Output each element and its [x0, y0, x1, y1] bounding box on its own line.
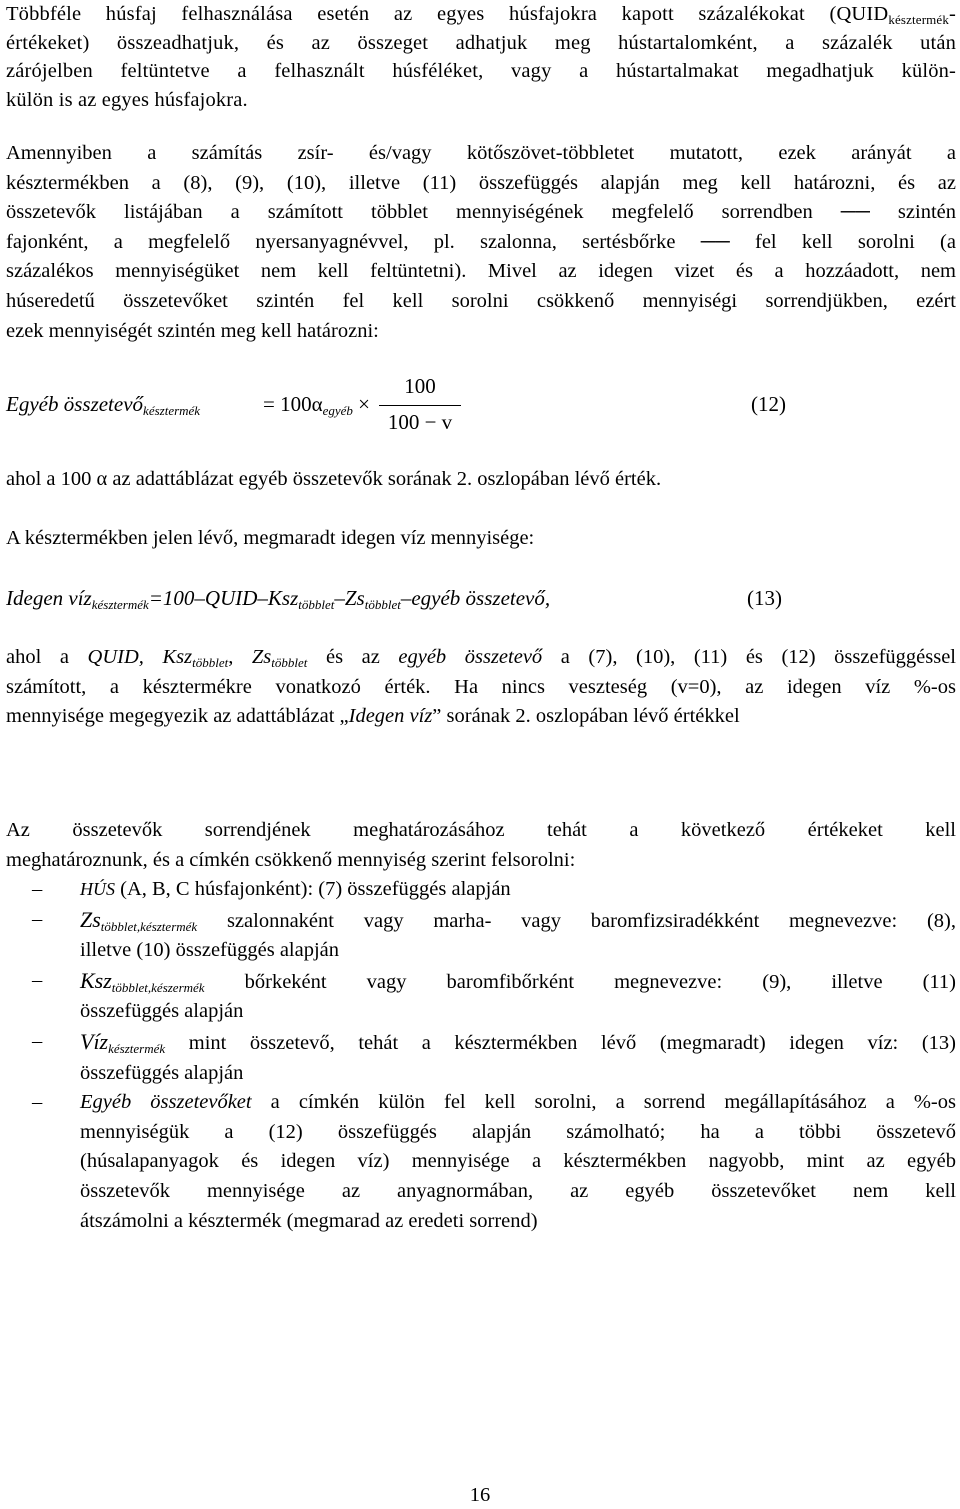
formula13-c: –Zs	[334, 586, 365, 610]
para3-l1-a: ahol a	[6, 646, 88, 668]
para1-line3: zárójelben feltüntetve a felhasznált húsféléket, vagy a hústartalmakat megadhatjuk külön-	[6, 60, 956, 82]
quid-paragraph	[6, 643, 956, 732]
list-item5-line2: mennyiségük a (12) összefüggés alapján számolható; ha a többi összetevő	[80, 1120, 956, 1143]
para3-l3-b: ” sorának 2. oszlopában lévő értékkel	[432, 705, 740, 728]
para4-line1: Az összetevők sorrendjének meghatározásához tehát a következő értékeket kell	[6, 819, 956, 841]
formula12-eq: = 100α	[263, 392, 323, 416]
formula13-a: Idegen víz	[6, 586, 92, 610]
para1-line1-sub: késztermék	[888, 12, 950, 27]
formula13-b: =100–QUID–Ksz	[148, 586, 299, 610]
para3-l1-b: ,	[228, 646, 252, 668]
list-item5-term: Egyéb összetevőket	[80, 1091, 252, 1114]
list-item2-line1: szalonnaként vagy marha- vagy baromfizsiradékként megnevezve: (8),	[197, 909, 956, 932]
para4-line2: meghatároznunk, és a címkén csökkenő mennyiség szerint felsorolni:	[6, 848, 576, 871]
order-list	[6, 875, 956, 1236]
para2-line6: húseredetű összetevőket szintén fel kell sorolni csökkenő mennyiségi sorrendjükben, ezért	[6, 289, 956, 312]
para3-l1-sub2: többlet	[271, 655, 308, 670]
para1-line1: Többféle húsfaj felhasználása esetén az egyes húsfajokra kapott százalékokat (QUID	[6, 3, 889, 25]
list-item	[6, 966, 956, 1027]
formula13-d: –egyéb összetevő,	[400, 586, 551, 610]
list-item5-line3: (húsalapanyagok és idegen víz) mennyisége a késztermékben nagyobb, mint az egyéb	[80, 1150, 956, 1173]
dash-bullet-icon: –	[32, 968, 43, 991]
fraction-bar	[379, 405, 461, 406]
para2-line7: ezek mennyiségét szintén meg kell határozni:	[6, 319, 379, 342]
formula13-a-sub: késztermék	[91, 597, 149, 612]
list-item5-line5: átszámolni a késztermék (megmarad az eredeti sorrend)	[80, 1209, 538, 1232]
para3-l1-quid: QUID, Ksz	[87, 646, 193, 668]
dash-bullet-icon: –	[32, 907, 43, 930]
formula-13	[6, 586, 956, 611]
list-item3-line1: bőrkeként vagy baromfibőrként megnevezve: (9), illetve (11)	[204, 970, 956, 993]
list-item4-line2: összefüggés alapján	[80, 1061, 244, 1084]
list-item4-sub: késztermék	[108, 1040, 166, 1056]
list-item2-sub: többlet,késztermék	[100, 918, 198, 934]
list-item3-term: Ksz	[80, 967, 112, 993]
para3-l1-sub1: többlet	[192, 655, 229, 670]
formula13-number: (13)	[747, 586, 782, 610]
list-item	[6, 905, 956, 966]
list-item1-text: (A, B, C húsfajonként): (7) összefüggés alapján	[115, 878, 511, 900]
para3-line2: számított, a késztermékre vonatkozó érték. Ha nincs veszteség (v=0), az idegen víz %-os	[6, 675, 956, 698]
order-paragraph	[6, 816, 956, 875]
para3-l3-a: mennyisége megegyezik az adattáblázat „	[6, 705, 349, 728]
para2-line4: fajonként, a megfelelő nyersanyagnévvel, pl. szalonna, sertésbőrke ── fel kell sorolni (a	[6, 230, 956, 253]
list-item4-term: Víz	[80, 1028, 109, 1054]
list-item3-line2: összefüggés alapján	[80, 1000, 244, 1023]
para3-l1-d: a (7), (10), (11) és (12) összefüggéssel	[542, 646, 957, 668]
para2-line2: késztermékben a (8), (9), (10), illetve (11) összefüggés alapján meg kell határozni, és az	[6, 171, 956, 194]
list-item4-line1: mint összetevő, tehát a késztermékben lévő (megmaradt) idegen víz: (13)	[165, 1031, 956, 1054]
page-number: 16	[469, 1484, 491, 1506]
list-item3-sub: többlet,készermék	[111, 979, 205, 995]
formula12-number: (12)	[751, 392, 786, 416]
after-formula12-text: ahol a 100 α az adattáblázat egyéb összetevők sorának 2. oszlopában lévő érték.	[6, 468, 662, 490]
list-item1-term: HÚS	[80, 879, 115, 899]
para1-line1-tail: -	[949, 3, 956, 25]
formula12-times: ×	[358, 392, 371, 416]
para1-line2: értékeket) összeadhatjuk, és az összeget adhatjuk meg hústartalomként, a százalék után	[6, 31, 956, 54]
list-item	[6, 1088, 956, 1236]
para3-l1-egyeb: egyéb összetevő	[398, 646, 543, 668]
formula12-eq-sub: egyéb	[322, 403, 353, 418]
formula12-fraction	[379, 374, 461, 435]
dash-bullet-icon: –	[32, 878, 43, 900]
dash-bullet-icon: –	[32, 1029, 43, 1052]
formula12-denominator: 100 − v	[387, 410, 453, 434]
para1-line4: külön is az egyes húsfajokra.	[6, 88, 248, 111]
para3-l1-zs: Zs	[251, 646, 272, 668]
intro-paragraph	[6, 0, 956, 114]
list-item5-line4: összetevők mennyisége az anyagnormában, az egyéb összetevőket nem kell	[80, 1179, 956, 1202]
list-item2-line2: illetve (10) összefüggés alapján	[80, 939, 340, 962]
formula12-numerator: 100	[404, 374, 436, 398]
formula13-c-sub: többlet	[364, 597, 401, 612]
list-item2-term: Zs	[80, 906, 101, 932]
para2-line3: összetevők listájában a számított többlet mennyiségének megfelelő sorrendben ── szintén	[6, 201, 956, 224]
fat-connective-paragraph	[6, 139, 956, 346]
para2-line5: százalékos mennyiségüket nem kell feltüntetni). Mivel az idegen vizet és a hozzáadott, nem	[6, 260, 956, 283]
water-intro-text: A késztermékben jelen lévő, megmaradt idegen víz mennyisége:	[6, 527, 535, 549]
para2-line1: Amennyiben a számítás zsír- és/vagy kötőszövet-többletet mutatott, ezek arányát a	[6, 142, 956, 164]
dash-bullet-icon: –	[32, 1091, 43, 1114]
para3-l1-c: és az	[307, 646, 399, 668]
list-item	[6, 875, 956, 905]
formula12-lhs: Egyéb összetevő	[6, 392, 144, 416]
para3-l3-i: Idegen víz	[348, 705, 433, 728]
list-item	[6, 1027, 956, 1088]
list-item5-line1: a címkén külön fel kell sorolni, a sorrend megállapításához a %-os	[251, 1091, 956, 1114]
formula12-lhs-sub: késztermék	[143, 403, 201, 418]
formula13-b-sub: többlet	[298, 597, 335, 612]
formula-12	[6, 368, 956, 448]
